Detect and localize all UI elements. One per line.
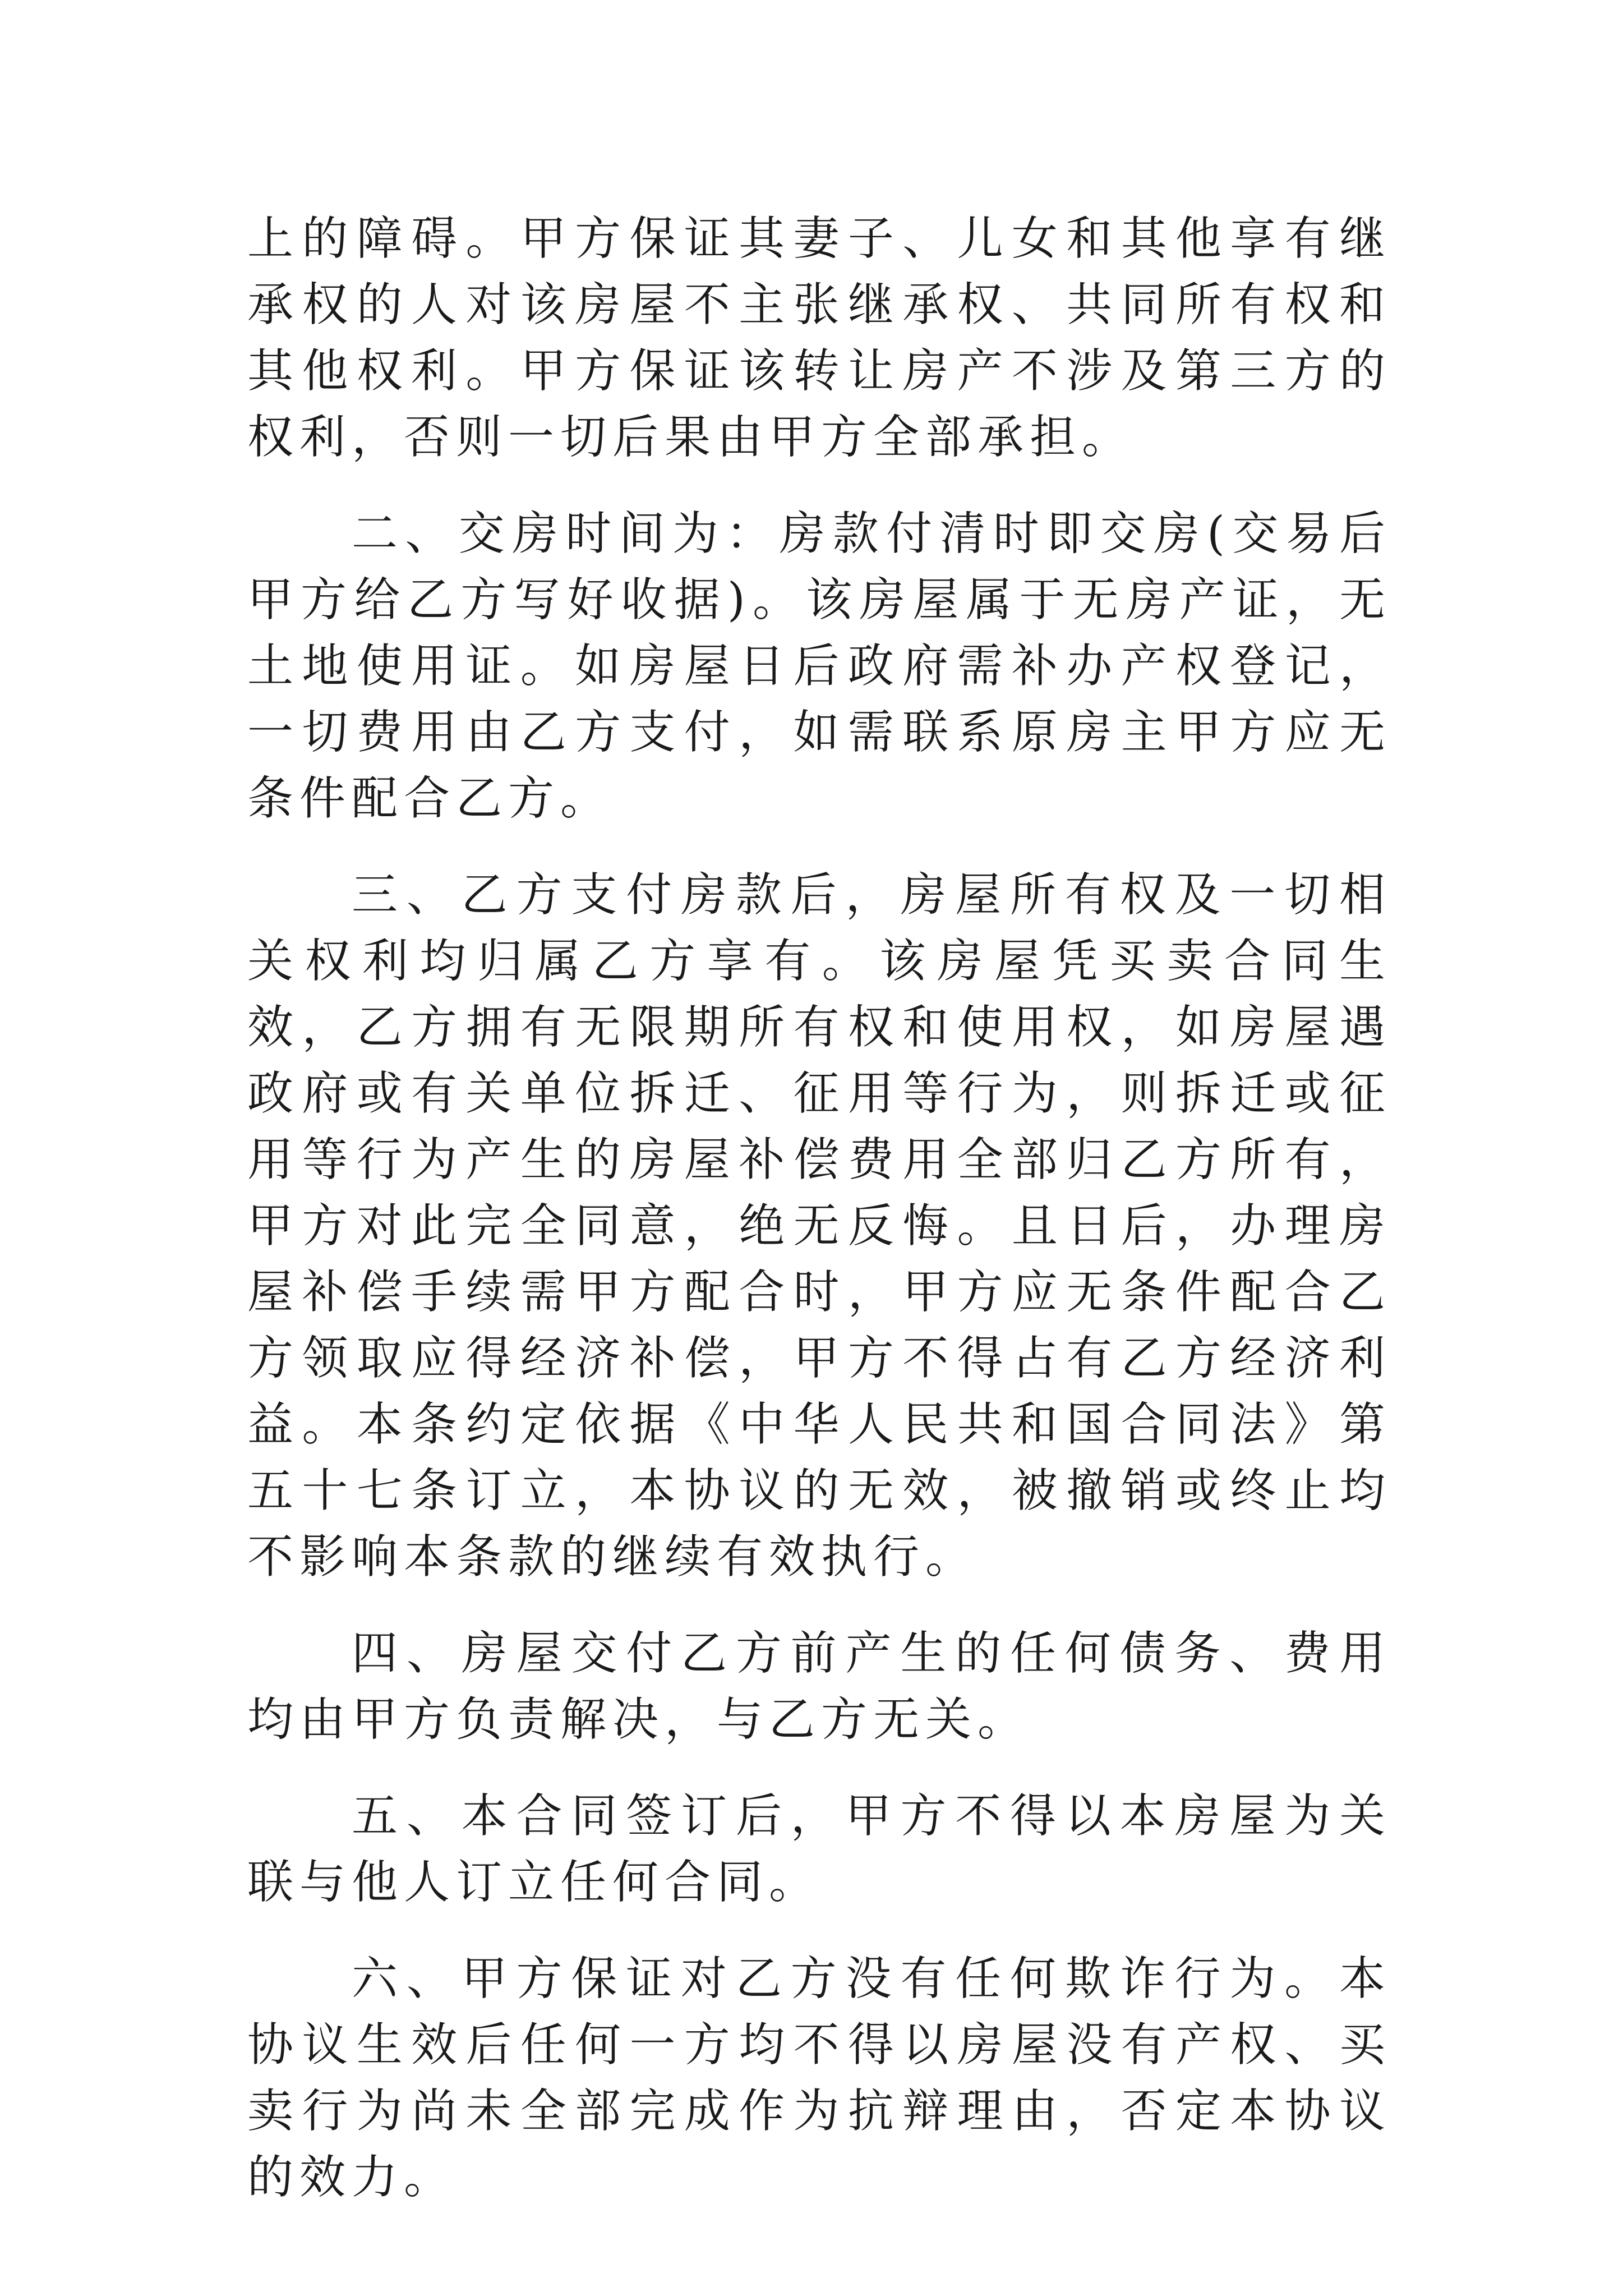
clause-2: 二、交房时间为：房款付清时即交房(交易后甲方给乙方写好收据)。该房屋属于无房产证，无土地使用证。如房屋日后政府需补办产权登记，一切费用由乙方支付，如需联系原房主甲方应无条件配合乙方。	[247, 507, 1391, 825]
clause-6: 六、甲方保证对乙方没有任何欺诈行为。本协议生效后任何一方均不得以房屋没有产权、买卖行为尚未全部完成作为抗辩理由，否定本协议的效力。	[247, 1952, 1391, 2204]
clause-3: 三、乙方支付房款后，房屋所有权及一切相关权利均归属乙方享有。该房屋凭买卖合同生效，乙方拥有无限期所有权和使用权，如房屋遇政府或有关单位拆迁、征用等行为，则拆迁或征用等行为产生的房屋补偿费用全部归乙方所有，甲方对此完全同意，绝无反悔。且日后，办理房屋补偿手续需甲方配合时，甲方应无条件配合乙方领取应得经济补偿，甲方不得占有乙方经济利益。本条约定依据《中华人民共和国合同法》第五十七条订立，本协议的无效，被撤销或终止均不影响本条款的继续有效执行。	[247, 868, 1391, 1584]
paragraph-continuation: 上的障碍。甲方保证其妻子、儿女和其他享有继承权的人对该房屋不主张继承权、共同所有权和其他权利。甲方保证该转让房产不涉及第三方的权利，否则一切后果由甲方全部承担。	[247, 212, 1391, 464]
document-body	[247, 206, 1391, 2241]
clause-5: 五、本合同签订后，甲方不得以本房屋为关联与他人订立任何合同。	[247, 1789, 1391, 1909]
clause-4: 四、房屋交付乙方前产生的任何债务、费用均由甲方负责解决，与乙方无关。	[247, 1627, 1391, 1746]
